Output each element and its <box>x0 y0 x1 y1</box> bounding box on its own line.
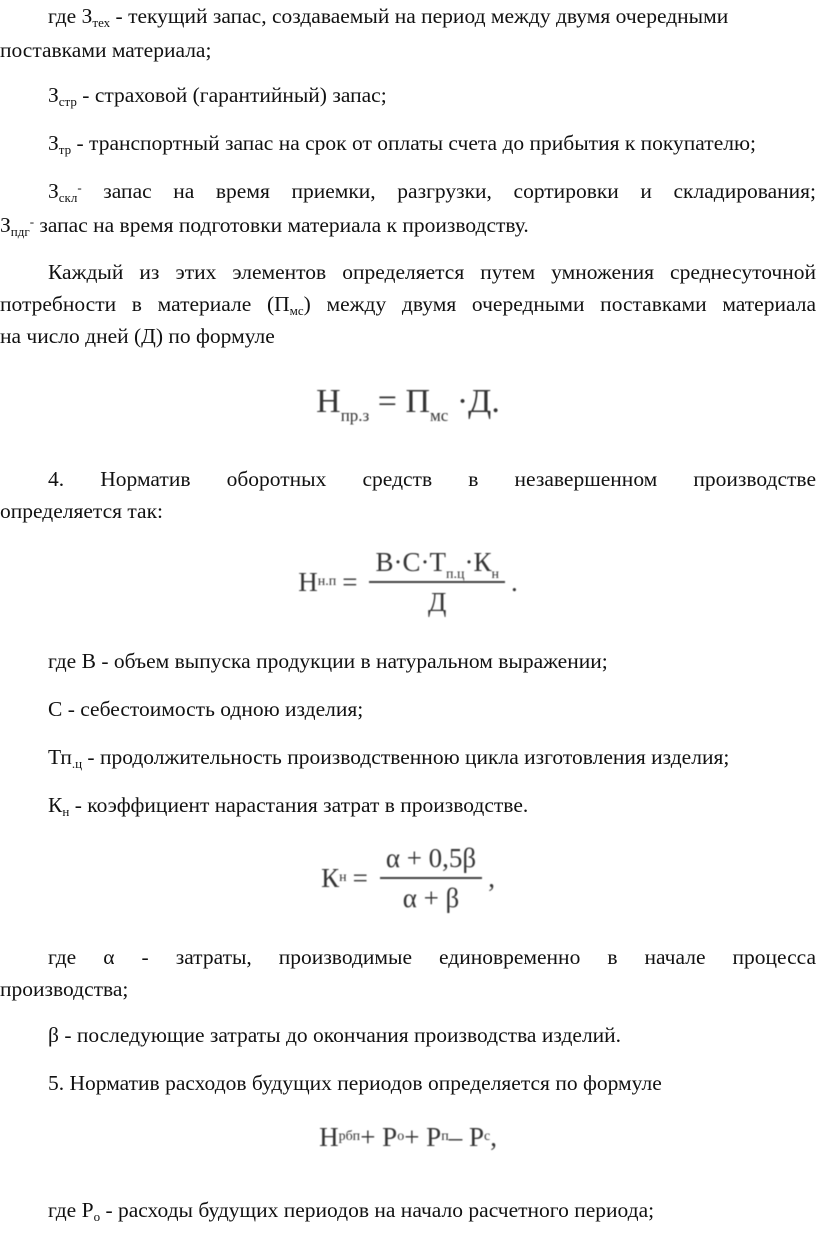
text-line-18: β - последующие затраты до окончания производства изделий. <box>48 1023 622 1047</box>
text-line-5: $З_{скл}^-$ запас на время приемки, разгрузки, сортировки и складирования; <box>48 179 816 205</box>
text-line-16: где α - затраты, производимые единовременно в начале процесса <box>48 945 816 969</box>
text-line-14: $Тп_{.ц}$ - продолжительность производственною цикла изготовления изделия; <box>48 745 730 771</box>
formula-cost-growth-coefficient: К н = $\frac{\alpha + 0,5\beta}{\alpha + \beta}$ , <box>321 843 495 913</box>
text-line-20: где $Р_о$ - расходы будущих периодов на начало расчетного периода; <box>48 1198 655 1224</box>
formula-wip-norm: Н н.п = $\frac{В\cdot С\cdot Т_{п.ц}\cdot К_н}{Д}$ . <box>298 547 518 617</box>
text-line-15: $К_н$ - коэффициент нарастания затрат в производстве. <box>48 793 529 819</box>
text-line-11: определяется так: <box>0 499 163 523</box>
text-line-4: $З_{тр}$ - транспортный запас на срок от оплаты счета до прибытия к покупателю; <box>48 131 756 157</box>
text-line-19: 5. Норматив расходов будущих периодов определяется по формуле <box>48 1071 662 1095</box>
text-line-2: поставками материала; <box>0 38 212 62</box>
formula-production-stock: $Н_{пр.з} = П_{мс} \cdot Д$. <box>316 383 500 425</box>
text-line-13: С - себестоимость одною изделия; <box>48 697 364 721</box>
formula-deferred-expenses: Н рбп + Р о + Р п – Р с , <box>319 1122 497 1152</box>
text-line-10: 4. Норматив оборотных средств в незавершенном производстве <box>48 467 816 491</box>
text-line-1: где $З_{тех}$ - текущий запас, создаваемый на период между двумя очередными <box>48 4 729 30</box>
text-line-3: $З_{стр}$ - страховой (гарантийный) запас; <box>48 83 387 109</box>
text-line-9: на число дней (Д) по формуле <box>0 324 275 348</box>
text-line-12: где В - объем выпуска продукции в натуральном выражении; <box>48 649 608 673</box>
text-line-6: $З_{пдг}^-$ запас на время подготовки материала к производству. <box>0 213 529 239</box>
text-line-17: производства; <box>0 977 129 1001</box>
text-line-8: потребности в материале $(П_{мс})$ между двумя очередными поставками материала <box>0 292 816 318</box>
text-line-7: Каждый из этих элементов определяется путем умножения среднесуточной <box>48 260 816 284</box>
